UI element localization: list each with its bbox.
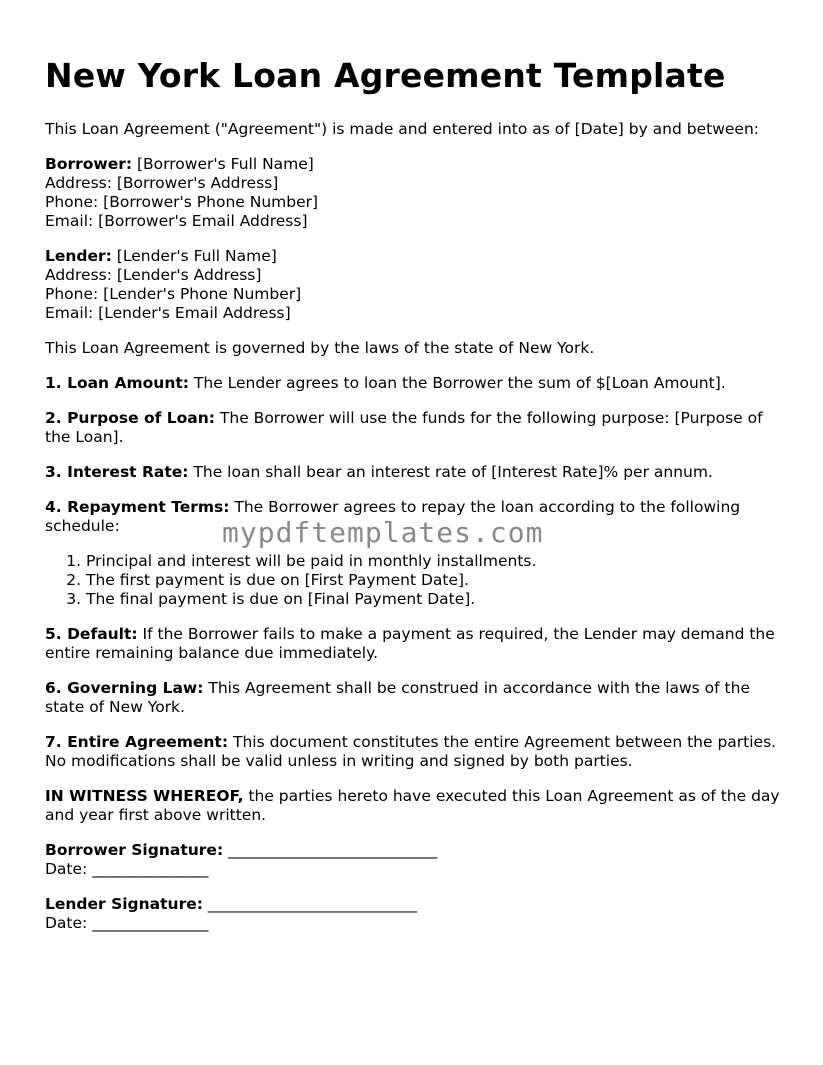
section-loan-amount-text: The Lender agrees to loan the Borrower the sum of $[Loan Amount]. xyxy=(188,374,726,392)
document-page xyxy=(45,56,790,949)
lender-block xyxy=(45,247,790,323)
lender-signature-block xyxy=(45,895,790,933)
borrower-block xyxy=(45,155,790,231)
lender-address: Address: [Lender's Address] xyxy=(45,266,262,284)
section-default-text: If the Borrower fails to make a payment as required, the Lender may demand the entire remaining balance due immediately. xyxy=(45,625,775,662)
borrower-label: Borrower: xyxy=(45,155,133,173)
lender-label: Lender: xyxy=(45,247,112,265)
repayment-schedule-list xyxy=(45,552,790,609)
borrower-signature-field[interactable]: ___________________________ xyxy=(223,841,438,859)
section-default xyxy=(45,625,790,663)
borrower-signature-label: Borrower Signature: xyxy=(45,841,224,859)
borrower-address: Address: [Borrower's Address] xyxy=(45,174,279,192)
witness-paragraph xyxy=(45,787,790,825)
watermark: mypdftemplates.com xyxy=(222,516,544,549)
lender-signature-line xyxy=(45,895,790,914)
page-title: New York Loan Agreement Template xyxy=(45,56,726,95)
section-entire-agreement xyxy=(45,733,790,771)
borrower-date-field[interactable]: Date: _______________ xyxy=(45,860,209,878)
section-governing-law-text: This Agreement shall be construed in accordance with the laws of the state of New York. xyxy=(45,679,750,716)
section-repayment xyxy=(45,498,790,536)
lender-email: Email: [Lender's Email Address] xyxy=(45,304,291,322)
lender-signature-label: Lender Signature: xyxy=(45,895,203,913)
lender-phone: Phone: [Lender's Phone Number] xyxy=(45,285,302,303)
lender-signature-field[interactable]: ___________________________ xyxy=(202,895,418,913)
borrower-signature-block xyxy=(45,841,790,879)
witness-text: the parties hereto have executed this Loan Agreement as of the day and year first above written. xyxy=(45,787,780,824)
section-entire-agreement-text: This document constitutes the entire Agreement between the parties. No modifications shall be valid unless in writing and signed by both parties. xyxy=(45,733,777,770)
section-loan-amount xyxy=(45,374,790,393)
intro-paragraph: This Loan Agreement ("Agreement") is made and entered into as of [Date] by and between: xyxy=(45,120,759,138)
witness-label: IN WITNESS WHEREOF, xyxy=(45,787,244,805)
section-purpose-label: 2. Purpose of Loan: xyxy=(45,409,215,427)
section-governing-law-label: 6. Governing Law: xyxy=(45,679,204,697)
section-interest xyxy=(45,463,790,482)
section-repayment-label: 4. Repayment Terms: xyxy=(45,498,230,516)
governing-intro: This Loan Agreement is governed by the laws of the state of New York. xyxy=(45,339,595,357)
section-interest-label: 3. Interest Rate: xyxy=(45,463,189,481)
borrower-signature-line xyxy=(45,841,790,860)
list-item: 3. The final payment is due on [Final Payment Date]. xyxy=(86,590,790,609)
section-interest-text: The loan shall bear an interest rate of [Interest Rate]% per annum. xyxy=(188,463,713,481)
borrower-email: Email: [Borrower's Email Address] xyxy=(45,212,308,230)
section-purpose xyxy=(45,409,790,447)
list-item: 1. Principal and interest will be paid in monthly installments. xyxy=(86,552,790,571)
borrower-name: [Borrower's Full Name] xyxy=(132,155,314,173)
section-repayment-text: The Borrower agrees to repay the loan according to the following schedule: xyxy=(45,498,741,535)
section-purpose-text: The Borrower will use the funds for the following purpose: [Purpose of the Loan]. xyxy=(45,409,763,446)
lender-date-field[interactable]: Date: _______________ xyxy=(45,914,209,932)
borrower-phone: Phone: [Borrower's Phone Number] xyxy=(45,193,319,211)
section-default-label: 5. Default: xyxy=(45,625,138,643)
list-item: 2. The first payment is due on [First Payment Date]. xyxy=(86,571,790,590)
section-loan-amount-label: 1. Loan Amount: xyxy=(45,374,189,392)
borrower-name-line xyxy=(45,155,790,174)
lender-name-line xyxy=(45,247,790,266)
section-governing-law xyxy=(45,679,790,717)
lender-name: [Lender's Full Name] xyxy=(111,247,277,265)
section-entire-agreement-label: 7. Entire Agreement: xyxy=(45,733,229,751)
